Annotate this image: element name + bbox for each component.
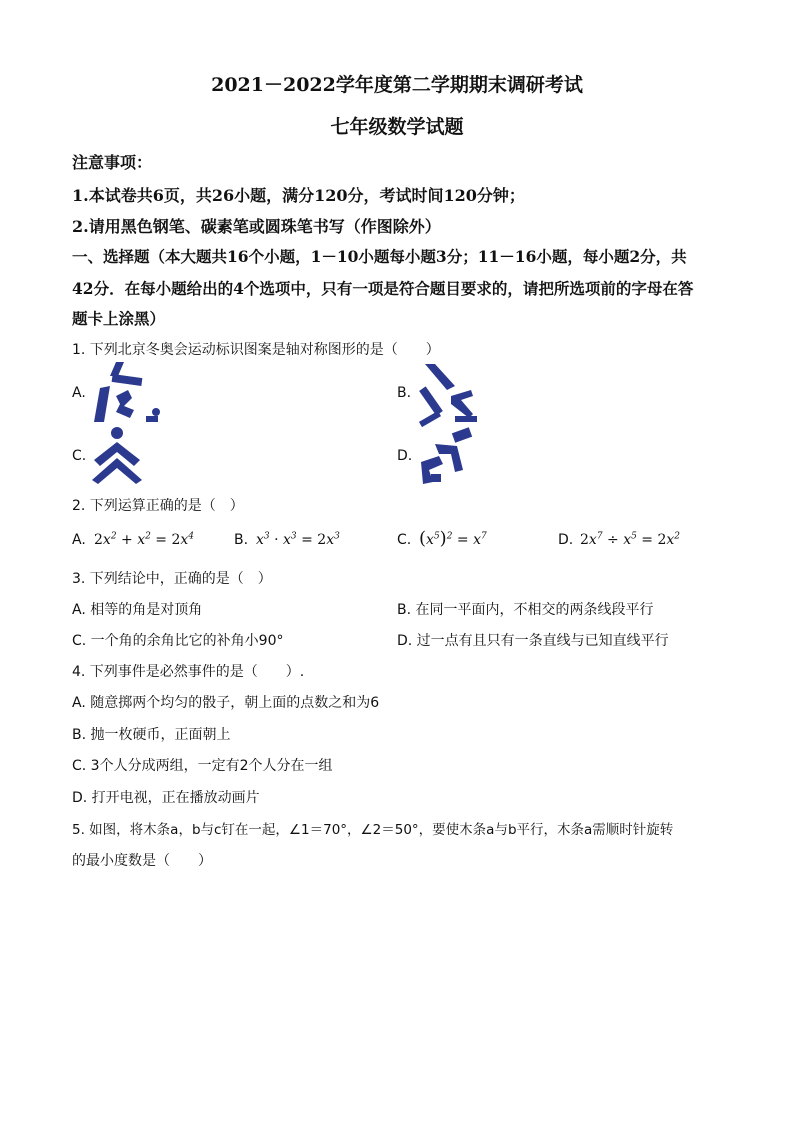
section1-line2: 42分．在每小题给出的4个选项中，只有一项是符合题目要求的，请把所选项前的字母在答 bbox=[72, 279, 694, 298]
notice-item-1: 1.本试卷共6页，共26小题，满分120分，考试时间120分钟； bbox=[72, 186, 525, 205]
q1-option-d-label: D. bbox=[397, 448, 413, 464]
q1-option-a-label: A. bbox=[72, 385, 86, 401]
exam-subtitle: 七年级数学试题 bbox=[330, 116, 464, 138]
q2-option-b-expr: $x^3 \cdot x^3 = 2x^3$ bbox=[256, 531, 340, 548]
q2-option-a-label: A. bbox=[72, 532, 86, 548]
section1-line3: 题卡上涂黑） bbox=[72, 309, 166, 328]
exam-title: 2021－2022学年度第二学期期末调研考试 bbox=[211, 74, 583, 96]
q1-option-b-label: B. bbox=[397, 385, 412, 401]
q4-option-d: D. 打开电视，正在播放动画片 bbox=[72, 790, 260, 806]
q1-stem: 1. 下列北京冬奥会运动标识图案是轴对称图形的是（ ） bbox=[72, 342, 440, 358]
q2-option-b-label: B. bbox=[234, 532, 249, 548]
q1-option-c-label: C. bbox=[72, 448, 87, 464]
q3-stem: 3. 下列结论中，正确的是（ ） bbox=[72, 571, 272, 587]
q3-option-c: C. 一个角的余角比它的补角小90° bbox=[72, 633, 284, 649]
section1-line1: 一、选择题（本大题共16个小题，1－10小题每小题3分；11－16小题，每小题2分，共 bbox=[72, 247, 687, 266]
q2-stem: 2. 下列运算正确的是（ ） bbox=[72, 498, 244, 514]
q3-option-a: A. 相等的角是对顶角 bbox=[72, 602, 203, 618]
notice-item-2: 2.请用黑色钢笔、碳素笔或圆珠笔书写（作图除外） bbox=[72, 217, 441, 236]
q4-option-c: C. 3个人分成两组，一定有2个人分在一组 bbox=[72, 758, 333, 774]
q2-option-d-label: D. bbox=[558, 532, 574, 548]
notice-heading: 注意事项： bbox=[72, 153, 153, 172]
snowboard-icon bbox=[415, 426, 477, 488]
q2-option-d-expr: $2x^7 \div x^5 = 2x^2$ bbox=[580, 531, 681, 548]
q4-stem: 4. 下列事件是必然事件的是（ ）. bbox=[72, 664, 305, 680]
curling-icon bbox=[90, 426, 148, 486]
ski-jump-icon bbox=[415, 360, 483, 430]
q4-option-a: A. 随意掷两个均匀的骰子，朝上面的点数之和为6 bbox=[72, 695, 380, 711]
q2-option-c-label: C. bbox=[397, 532, 412, 548]
q5-stem-line1: 5. 如图，将木条a，b与c钉在一起，∠1＝70°，∠2＝50°，要使木条a与b平行，木条a需顺时针旋转 bbox=[72, 822, 674, 838]
q3-option-d: D. 过一点有且只有一条直线与已知直线平行 bbox=[397, 633, 669, 649]
q5-stem-line2: 的最小度数是（ ） bbox=[72, 853, 212, 869]
q4-option-b: B. 抛一枚硬币，正面朝上 bbox=[72, 727, 231, 743]
q3-option-b: B. 在同一平面内，不相交的两条线段平行 bbox=[397, 602, 654, 618]
q2-option-c-expr: $(x^5)^2 = x^7$ bbox=[419, 528, 487, 549]
speed-skating-icon bbox=[90, 360, 162, 426]
q2-option-a-expr: $2x^2 + x^2 = 2x^4$ bbox=[94, 531, 195, 548]
